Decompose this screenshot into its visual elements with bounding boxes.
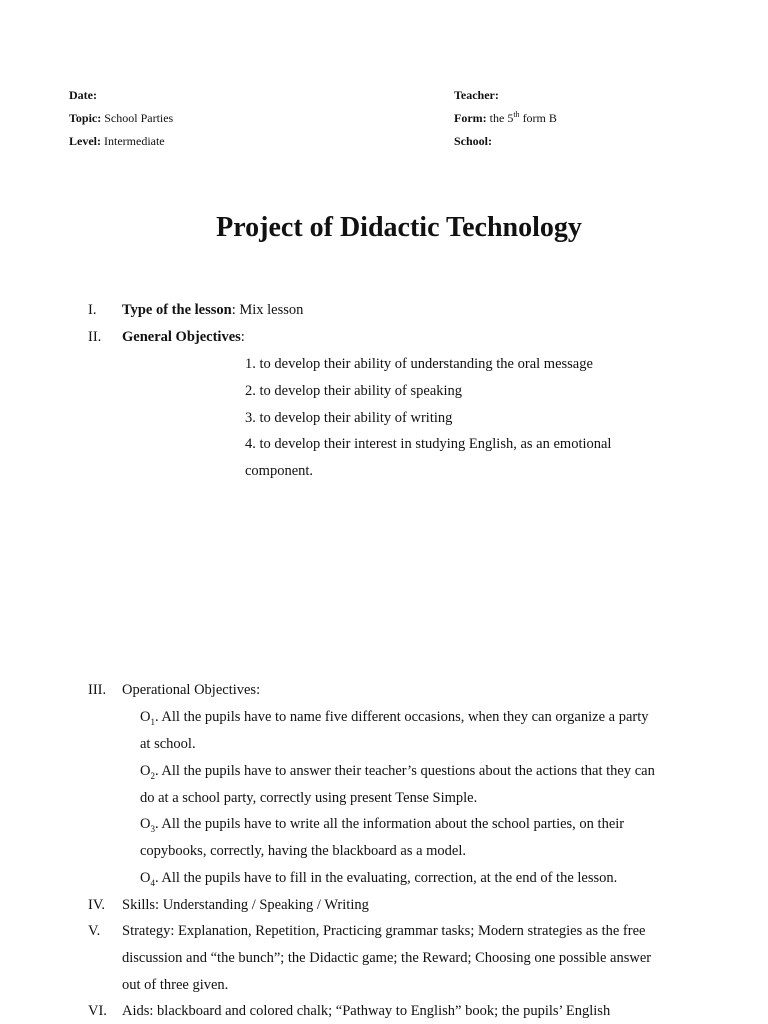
school-label: School: — [454, 134, 493, 148]
date-label: Date: — [69, 88, 97, 102]
section-number: II. — [88, 329, 102, 345]
general-objective-item: 1. to develop their ability of understanding the oral message — [245, 356, 593, 372]
general-objective-item: 4. to develop their interest in studying English, as an emotional — [245, 436, 612, 452]
operational-objective: $O_2$. All the pupils have to answer their teacher’s questions about the actions that they can — [140, 763, 655, 781]
aids-line: Aids: blackboard and colored chalk; “Pathway to English” book; the pupils’ English — [122, 1003, 611, 1019]
section-number: VI. — [88, 1003, 107, 1019]
level-line — [69, 134, 165, 149]
general-objective-item: 3. to develop their ability of writing — [245, 410, 453, 426]
section-number: IV. — [88, 897, 106, 913]
strategy-line: out of three given. — [122, 977, 229, 993]
document-title: Project of Didactic Technology — [216, 212, 582, 243]
lesson-type-line — [122, 302, 303, 319]
topic-label: Topic: — [69, 111, 102, 125]
operational-objectives-heading: Operational Objectives: — [122, 682, 261, 698]
section-number: V. — [88, 923, 101, 939]
operational-objective: $O_4$. All the pupils have to fill in the evaluating, correction, at the end of the lesson. — [140, 870, 618, 888]
skills-line: Skills: Understanding / Speaking / Writing — [122, 897, 369, 913]
section-number: I. — [88, 302, 97, 318]
operational-objective-continuation: at school. — [140, 736, 196, 752]
topic-value: School Parties — [104, 111, 174, 125]
operational-objective-continuation: do at a school party, correctly using present Tense Simple. — [140, 790, 478, 806]
teacher-label: Teacher: — [454, 88, 499, 102]
general-objective-item: component. — [245, 463, 314, 479]
lesson-type-label: Type of the lesson — [122, 302, 232, 318]
operational-objective: $O_3$. All the pupils have to write all the information about the school parties, on their — [140, 816, 625, 834]
lesson-type-value: : Mix lesson — [231, 302, 304, 318]
strategy-line: Strategy: Explanation, Repetition, Practicing grammar tasks; Modern strategies as the free — [122, 923, 646, 939]
operational-objective: $O_1$. All the pupils have to name five different occasions, when they can organize a party — [140, 709, 649, 727]
section-number: III. — [88, 682, 107, 698]
general-objective-item: 2. to develop their ability of speaking — [245, 383, 463, 399]
general-objectives-heading: General Objectives: — [122, 329, 245, 345]
strategy-line: discussion and “the bunch”; the Didactic game; the Reward; Choosing one possible answer — [122, 950, 652, 966]
level-value: Intermediate — [104, 134, 165, 148]
form-value: the 5th form B — [489, 110, 557, 125]
level-label: Level: — [69, 134, 101, 148]
topic-line — [69, 111, 173, 126]
form-label: Form: — [454, 111, 487, 125]
form-line — [454, 111, 557, 126]
operational-objective-continuation: copybooks, correctly, having the blackboard as a model. — [140, 843, 467, 859]
